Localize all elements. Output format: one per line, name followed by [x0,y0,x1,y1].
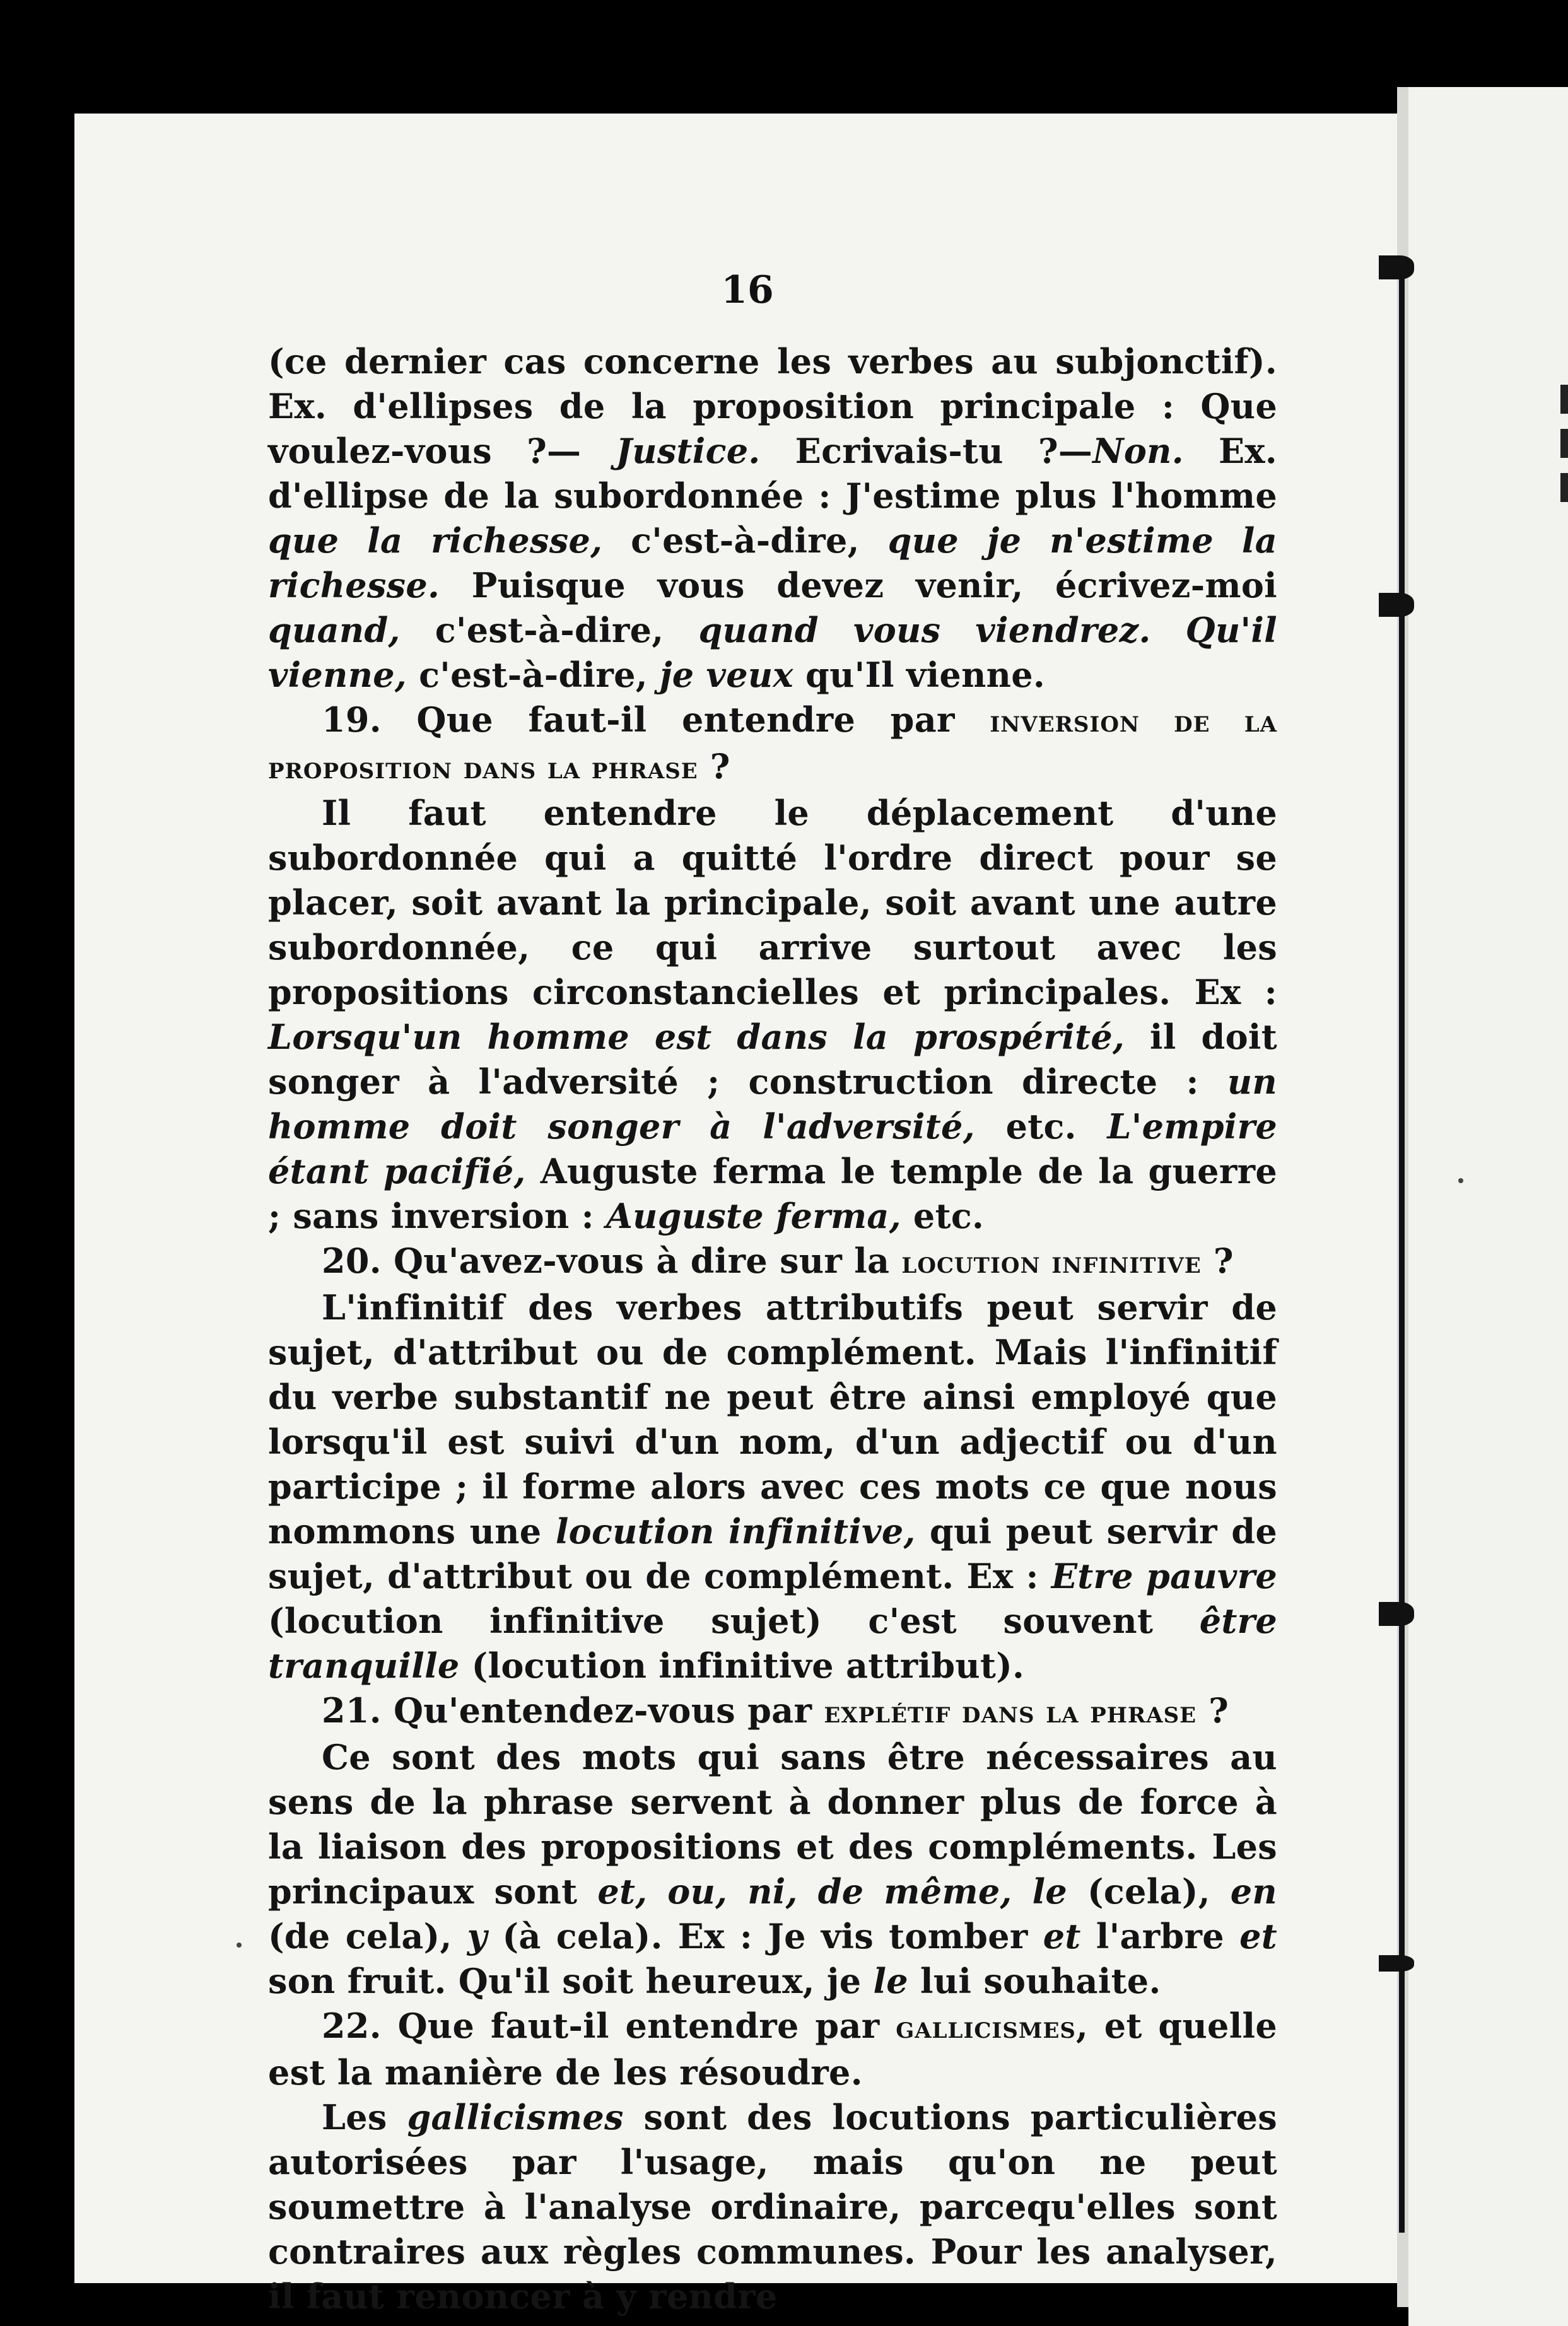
binding-line [1399,265,1405,2233]
answer-22: Les gallicismes sont des locutions particulières autorisées par l'usage, mais qu'on ne peut soumettre à l'analyse ordinaire, parcequ'elles sont contraires aux règles communes. Pour les analyser, il faut renoncer à y rendre [268,2097,1277,2317]
binding-thread [1379,1602,1414,1626]
question-22: 22. Que faut-il entendre par gallicismes, et quelle est la manière de les résoudre. [268,2006,1277,2093]
facing-text-fragment [1560,429,1568,458]
facing-text-fragment [1560,385,1568,414]
binding-thread [1379,255,1414,279]
body-text [268,339,1277,2319]
paper-speck [237,1943,242,1948]
page-number: 16 [721,268,774,312]
paper-speck [1458,1178,1463,1183]
binding-thread [1379,593,1414,617]
facing-page-edge [1408,87,1568,2326]
answer-20: L'infinitif des verbes attributifs peut servir de sujet, d'attribut ou de complément. Mais l'infinitif du verbe substantif ne peut être ainsi employé que lorsqu'il est suivi d'un nom, d'un adjectif ou d'un participe ; il forme alors avec ces mots ce que nous nommons une locution infinitive, qui peut servir de sujet, d'attribut ou de complément. Ex : Etre pauvre (locution infinitive sujet) c'est souvent être tranquille (locution infinitive attribut). [268,1287,1278,1686]
answer-19: Il faut entendre le déplacement d'une subordonnée qui a quitté l'ordre direct pour se placer, soit avant la principale, soit avant une autre subordonnée, ce qui arrive surtout avec les propositions circonstancielles et principales. Ex : Lorsqu'un homme est dans la prospérité, il doit songer à l'adversité ; construction directe : un homme doit songer à l'adversité, etc. L'empire étant pacifié, Auguste ferma le temple de la guerre ; sans inversion : Auguste ferma, etc. [268,793,1277,1236]
question-19: 19. Que faut-il entendre par inversion de la proposition dans la phrase ? [268,699,1278,786]
question-20: 20. Qu'avez-vous à dire sur la locution infinitive ? [322,1241,1234,1281]
binding-thread [1379,1955,1414,1972]
answer-21: Ce sont des mots qui sans être nécessaires au sens de la phrase servent à donner plus de force à la liaison des propositions et des compléments. Les principaux sont et, ou, ni, de même, le (cela), en (de cela), y (à cela). Ex : Je vis tomber et l'arbre et son fruit. Qu'il soit heureux, je le lui souhaite. [268,1737,1277,2001]
facing-text-fragment [1560,473,1568,502]
question-21: 21. Qu'entendez-vous par explétif dans la phrase ? [322,1690,1229,1731]
paragraph-ellipses: (ce dernier cas concerne les verbes au subjonctif). Ex. d'ellipses de la proposition principale : Que voulez-vous ?— Justice. Ecrivais-tu ?—Non. Ex. d'ellipse de la subordonnée : J'estime plus l'homme que la richesse, c'est-à-dire, que je n'estime la richesse. Puisque vous devez venir, écrivez-moi quand, c'est-à-dire, quand vous viendrez. Qu'il vienne, c'est-à-dire, je veux qu'Il vienne. [268,341,1278,695]
